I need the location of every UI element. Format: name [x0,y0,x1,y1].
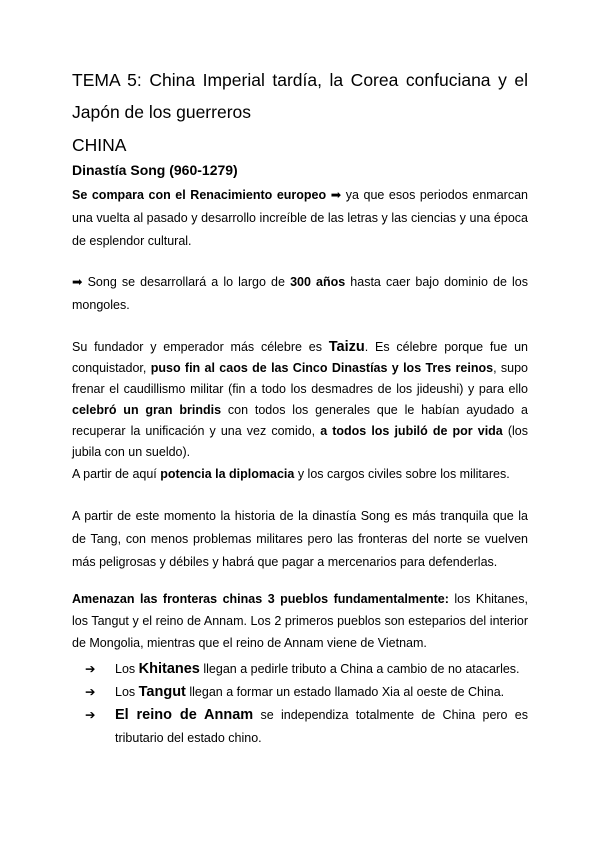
bullet-list [72,658,528,750]
text-run: ➡ ya que esos periodos enmarcan una vuelta al pasado y desarrollo increíble de las letras y las ciencias y una época de esplendor cultural. [72,188,528,248]
arrow-bullet-icon: ➔ [85,708,96,722]
paragraph [72,463,528,485]
text-run: los Khitanes, los Tangut y el reino de Annam. Los 2 primeros pueblos son esteparios del interior de Mongolia, mientras que el reino de Annam viene de Vietnam. [72,592,528,650]
bold-text: 300 años [290,275,346,289]
bold-text: Se compara con el Renacimiento europeo [72,188,331,202]
text-run: Los [115,685,139,699]
section-heading: CHINA [72,135,127,155]
text-run: llegan a formar un estado llamado Xia al oeste de China. [185,685,505,699]
text-run: Los [115,662,139,676]
bold-text: a todos los jubiló de por vida [320,424,503,438]
paragraph [72,588,528,654]
bold-text: Taizu [328,339,365,355]
text-run: llegan a pedirle tributo a China a cambio de no atacarles. [199,662,520,676]
subsection-heading: Dinastía Song (960-1279) [72,162,238,178]
paragraph [72,337,528,463]
bold-text: Tangut [138,684,186,700]
list-item [85,704,528,750]
text-run: , supo frenar el caudillismo militar (fin a todo los desmadres de los jideushi) y para ello [72,361,528,396]
paragraph [72,184,528,253]
paragraph [72,271,528,317]
text-run: con todos los generales que le habían ayudado a recuperar la unificación y una vez comido, [72,403,528,438]
bold-text: El reino de Annam [115,707,254,723]
text-run: y los cargos civiles sobre los militares. [294,467,510,481]
arrow-bullet-icon: ➔ [85,685,96,699]
text-run: A partir de este momento la historia de la dinastía Song es más tranquila que la de Tang, con menos problemas militares pero las fronteras del norte se vuelven más peligrosas y débiles y habrá que pagar a mercenarios para defenderlas. [72,509,528,569]
text-run: hasta caer bajo dominio de los mongoles. [72,275,528,312]
paragraph [72,505,528,574]
arrow-bullet-icon: ➔ [85,662,96,676]
bold-text: Amenazan las fronteras chinas 3 pueblos fundamentalmente: [72,592,449,606]
bold-text: puso fin al caos de las Cinco Dinastías y los Tres reinos [150,361,494,375]
text-run: ➡ Song se desarrollará a lo largo de [72,275,291,289]
bold-text: potencia la diplomacia [160,467,295,481]
bold-text: Khitanes [138,661,200,677]
text-run: . Es célebre porque fue un conquistador, [72,340,528,375]
text-run: Su fundador y emperador más célebre es [72,340,329,354]
text-run: se independiza totalmente de China pero es tributario del estado chino. [115,708,529,745]
document-title: TEMA 5: China Imperial tardía, la Corea confuciana y el Japón de los guerreros [72,70,528,122]
text-run: A partir de aquí [72,467,161,481]
text-run: (los jubila con un sueldo). [72,424,528,459]
list-item [85,658,528,681]
list-item [85,681,528,704]
bold-text: celebró un gran brindis [72,403,222,417]
